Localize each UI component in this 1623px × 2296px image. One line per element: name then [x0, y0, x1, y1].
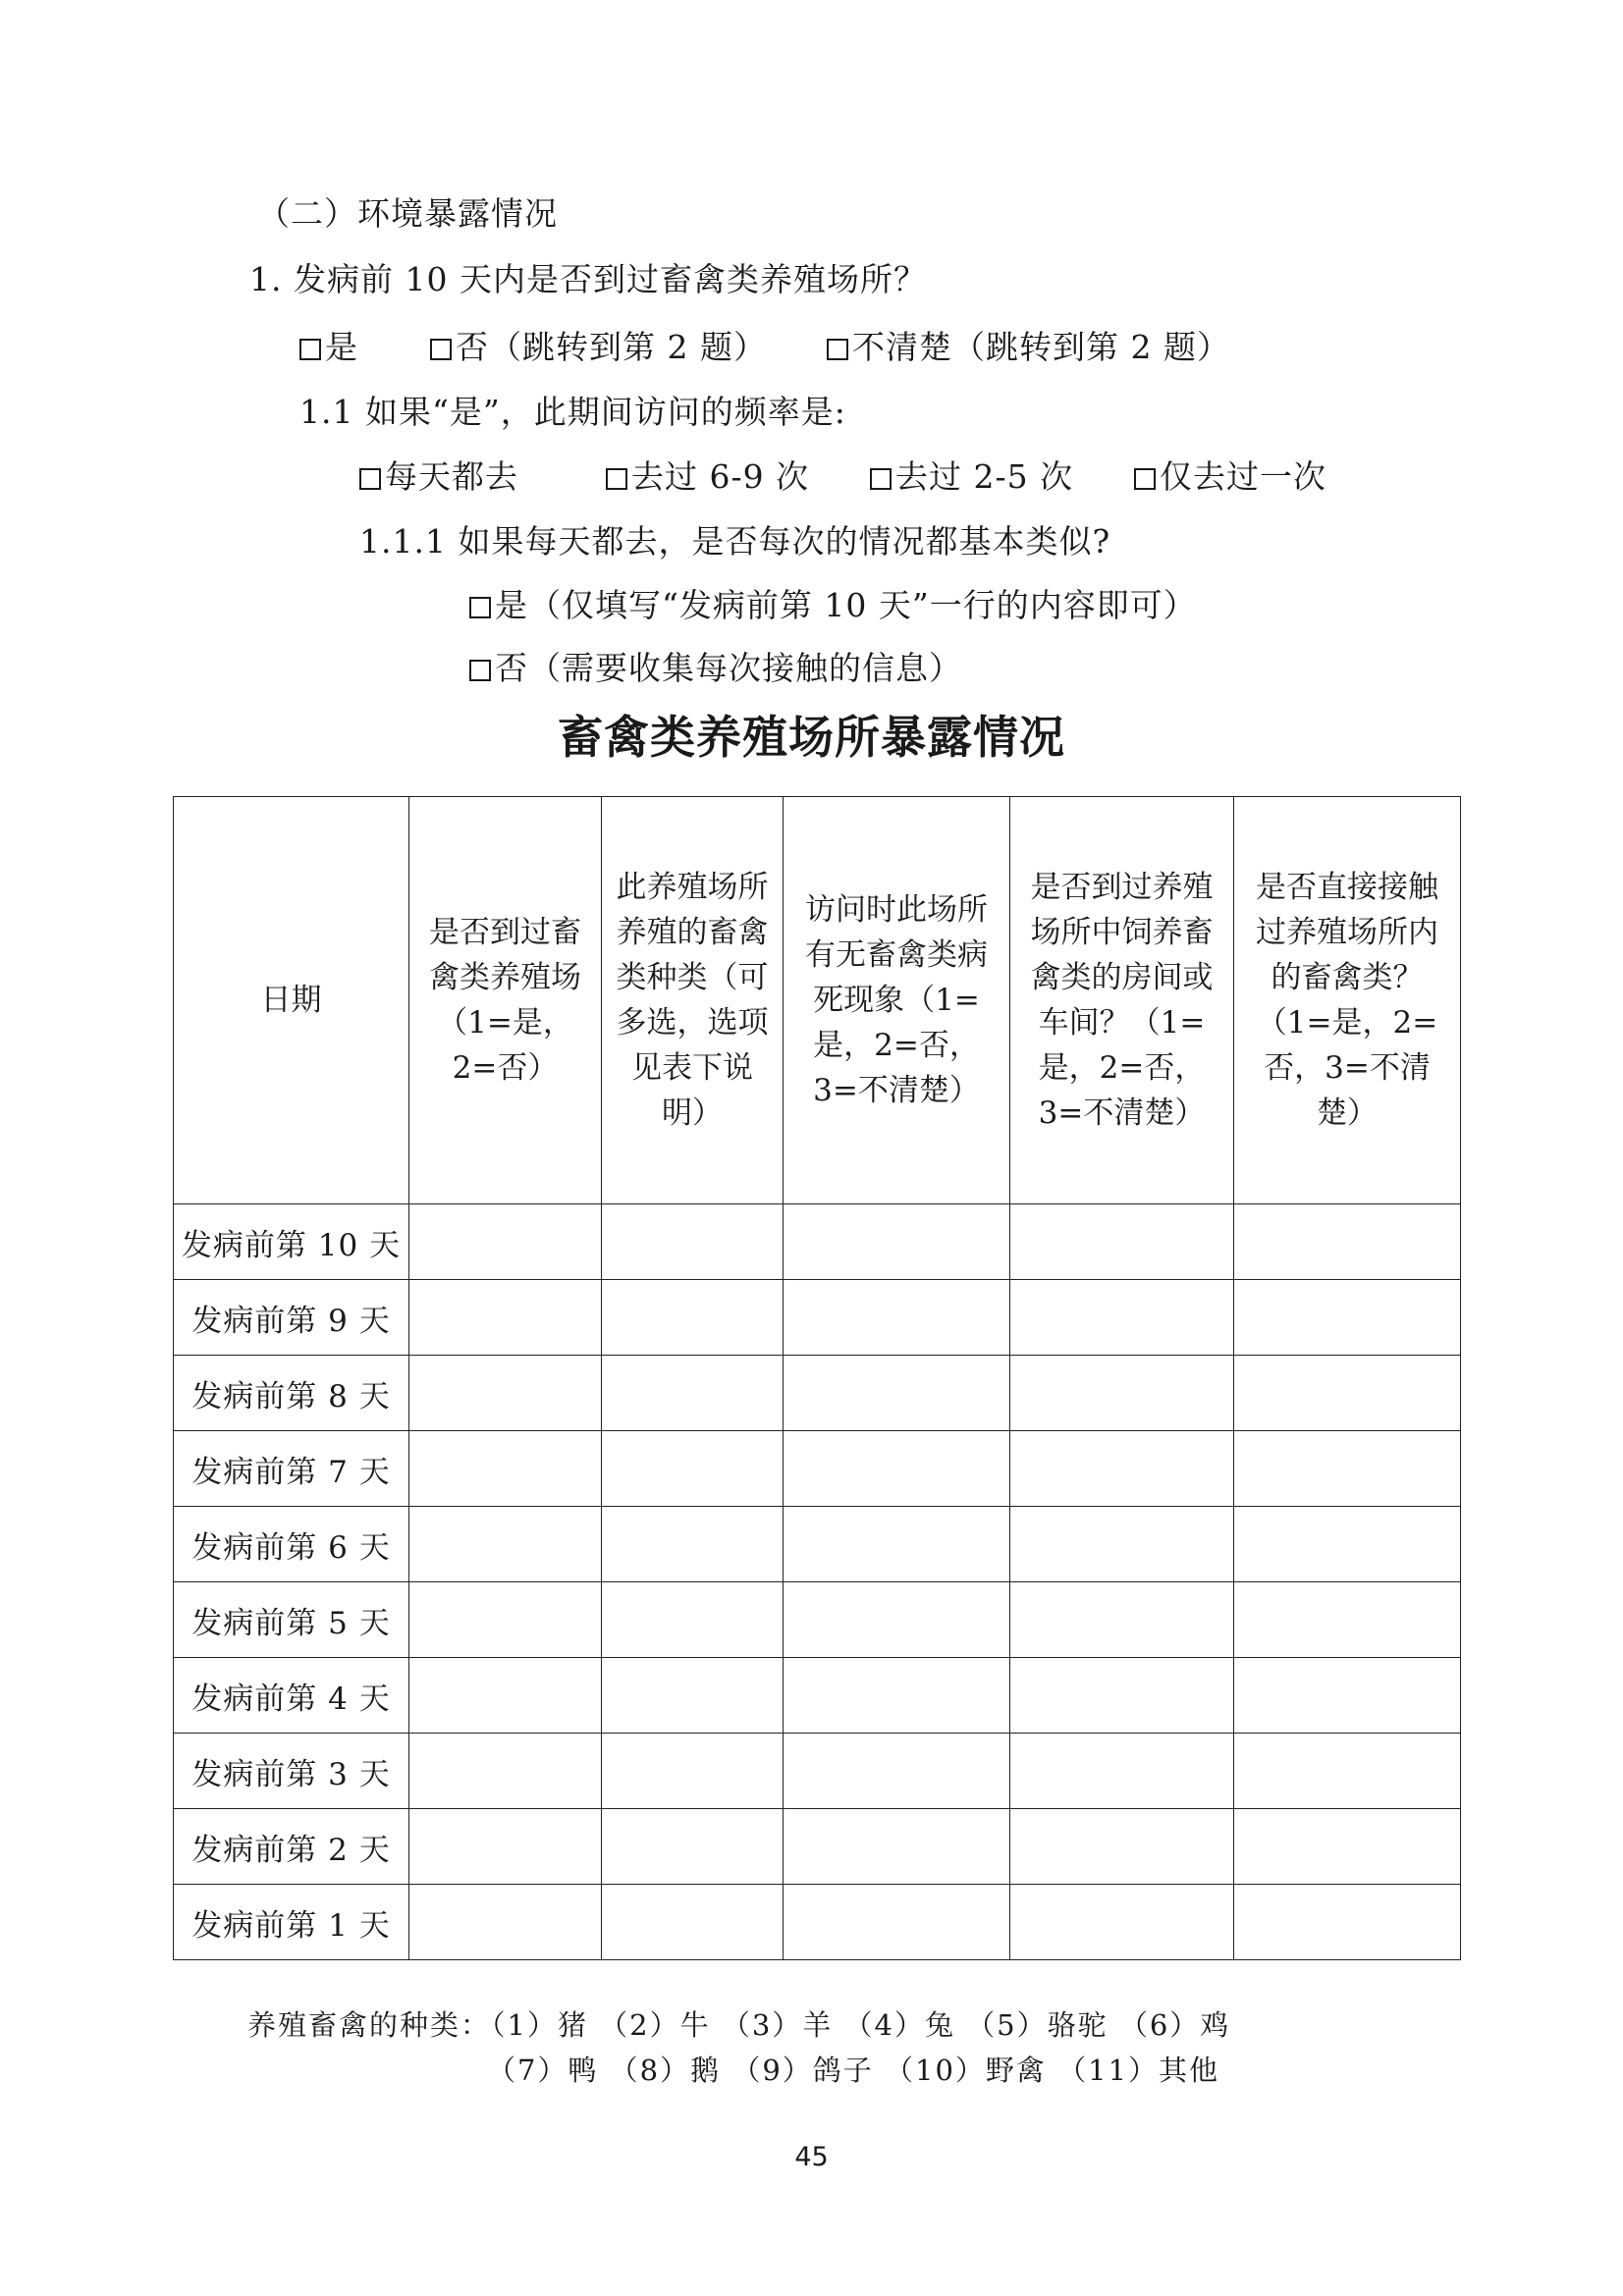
- cell-visited[interactable]: [409, 1734, 602, 1809]
- question-1-1-1: 1.1.1 如果每天都去，是否每次的情况都基本类似?: [359, 522, 1111, 561]
- checkbox-icon[interactable]: [469, 597, 491, 618]
- row-date-label: 发病前第 6 天: [174, 1507, 409, 1582]
- cell-sick-death[interactable]: [784, 1809, 1010, 1885]
- cell-room[interactable]: [1010, 1658, 1234, 1734]
- option-label: 仅去过一次: [1160, 457, 1326, 496]
- q1-option-no[interactable]: [430, 328, 767, 367]
- cell-contact[interactable]: [1234, 1582, 1461, 1658]
- row-date-label: 发病前第 3 天: [174, 1734, 409, 1809]
- cell-species[interactable]: [602, 1507, 784, 1582]
- header-contact: 是否直接接触过养殖场所内的畜禽类？（1=是，2=否，3=不清楚）: [1234, 797, 1461, 1204]
- cell-room[interactable]: [1010, 1582, 1234, 1658]
- row-date-label: 发病前第 5 天: [174, 1582, 409, 1658]
- table-row: [174, 1658, 1461, 1734]
- checkbox-icon[interactable]: [359, 468, 381, 490]
- cell-contact[interactable]: [1234, 1809, 1461, 1885]
- table-row: [174, 1582, 1461, 1658]
- row-date-label: 发病前第 10 天: [174, 1204, 409, 1280]
- option-label: 是: [325, 328, 358, 366]
- header-visited: 是否到过畜禽类养殖场（1=是，2=否）: [409, 797, 602, 1204]
- table-row: [174, 1734, 1461, 1809]
- checkbox-icon[interactable]: [870, 468, 892, 490]
- cell-sick-death[interactable]: [784, 1885, 1010, 1960]
- q11-option-2-5[interactable]: [870, 457, 1073, 497]
- checkbox-icon[interactable]: [606, 468, 627, 490]
- q11-option-daily[interactable]: [359, 457, 518, 497]
- header-sick-death: 访问时此场所有无畜禽类病死现象（1=是，2=否，3=不清楚）: [784, 797, 1010, 1204]
- checkbox-icon[interactable]: [299, 339, 321, 360]
- cell-visited[interactable]: [409, 1658, 602, 1734]
- cell-sick-death[interactable]: [784, 1356, 1010, 1431]
- table-row: [174, 1507, 1461, 1582]
- q11-option-6-9[interactable]: [606, 457, 809, 497]
- option-label: 否（需要收集每次接触的信息）: [495, 649, 962, 687]
- cell-species[interactable]: [602, 1658, 784, 1734]
- cell-species[interactable]: [602, 1582, 784, 1658]
- option-label: 是（仅填写“发病前第 10 天”一行的内容即可）: [495, 586, 1197, 624]
- table-title: 畜禽类养殖场所暴露情况: [558, 711, 1065, 764]
- cell-visited[interactable]: [409, 1885, 602, 1960]
- cell-visited[interactable]: [409, 1356, 602, 1431]
- cell-visited[interactable]: [409, 1582, 602, 1658]
- cell-species[interactable]: [602, 1734, 784, 1809]
- footnote-species-line1: 养殖畜禽的种类：（1）猪 （2）牛 （3）羊 （4）兔 （5）骆驼 （6）鸡: [247, 2008, 1231, 2042]
- question-1: 1. 发病前 10 天内是否到过畜禽类养殖场所？: [249, 260, 927, 298]
- option-label: 不清楚（跳转到第 2 题）: [852, 328, 1230, 366]
- cell-sick-death[interactable]: [784, 1280, 1010, 1356]
- table-header-row: [174, 797, 1461, 1204]
- option-label: 每天都去: [385, 457, 518, 496]
- cell-contact[interactable]: [1234, 1658, 1461, 1734]
- cell-species[interactable]: [602, 1204, 784, 1280]
- row-date-label: 发病前第 7 天: [174, 1431, 409, 1507]
- section-heading: （二）环境暴露情况: [257, 194, 558, 233]
- q111-option-yes[interactable]: [469, 586, 1197, 625]
- option-label: 去过 6-9 次: [631, 457, 810, 496]
- cell-visited[interactable]: [409, 1809, 602, 1885]
- cell-contact[interactable]: [1234, 1204, 1461, 1280]
- cell-room[interactable]: [1010, 1280, 1234, 1356]
- cell-visited[interactable]: [409, 1280, 602, 1356]
- row-date-label: 发病前第 1 天: [174, 1885, 409, 1960]
- row-date-label: 发病前第 8 天: [174, 1356, 409, 1431]
- q111-option-no[interactable]: [469, 649, 962, 688]
- cell-sick-death[interactable]: [784, 1507, 1010, 1582]
- row-date-label: 发病前第 2 天: [174, 1809, 409, 1885]
- footnote-species-line2: （7）鸭 （8）鹅 （9）鸽子 （10）野禽 （11）其他: [487, 2054, 1220, 2087]
- checkbox-icon[interactable]: [1134, 468, 1156, 490]
- cell-contact[interactable]: [1234, 1356, 1461, 1431]
- table-row: [174, 1280, 1461, 1356]
- table-row: [174, 1809, 1461, 1885]
- cell-room[interactable]: [1010, 1507, 1234, 1582]
- cell-visited[interactable]: [409, 1204, 602, 1280]
- cell-species[interactable]: [602, 1356, 784, 1431]
- table-row: [174, 1204, 1461, 1280]
- cell-sick-death[interactable]: [784, 1734, 1010, 1809]
- cell-room[interactable]: [1010, 1885, 1234, 1960]
- cell-contact[interactable]: [1234, 1885, 1461, 1960]
- checkbox-icon[interactable]: [469, 660, 491, 681]
- cell-room[interactable]: [1010, 1431, 1234, 1507]
- cell-room[interactable]: [1010, 1204, 1234, 1280]
- cell-sick-death[interactable]: [784, 1582, 1010, 1658]
- cell-species[interactable]: [602, 1809, 784, 1885]
- option-label: 否（跳转到第 2 题）: [456, 328, 767, 366]
- table-row: [174, 1356, 1461, 1431]
- header-species: 此养殖场所养殖的畜禽类种类（可多选，选项见表下说明）: [602, 797, 784, 1204]
- cell-sick-death[interactable]: [784, 1204, 1010, 1280]
- cell-room[interactable]: [1010, 1734, 1234, 1809]
- cell-species[interactable]: [602, 1280, 784, 1356]
- cell-visited[interactable]: [409, 1431, 602, 1507]
- q1-option-yes[interactable]: [299, 328, 358, 367]
- cell-sick-death[interactable]: [784, 1431, 1010, 1507]
- cell-contact[interactable]: [1234, 1507, 1461, 1582]
- cell-contact[interactable]: [1234, 1280, 1461, 1356]
- question-1-1: 1.1 如果“是”，此期间访问的频率是:: [299, 393, 846, 431]
- row-date-label: 发病前第 4 天: [174, 1658, 409, 1734]
- table-row: [174, 1885, 1461, 1960]
- cell-sick-death[interactable]: [784, 1658, 1010, 1734]
- checkbox-icon[interactable]: [430, 339, 452, 360]
- cell-visited[interactable]: [409, 1507, 602, 1582]
- cell-contact[interactable]: [1234, 1734, 1461, 1809]
- page-number: 45: [794, 2142, 829, 2172]
- cell-room[interactable]: [1010, 1809, 1234, 1885]
- row-date-label: 发病前第 9 天: [174, 1280, 409, 1356]
- table-row: [174, 1431, 1461, 1507]
- exposure-table: [173, 796, 1461, 1960]
- q1-option-unsure[interactable]: [827, 328, 1230, 367]
- cell-species[interactable]: [602, 1885, 784, 1960]
- q11-option-once[interactable]: [1134, 457, 1326, 497]
- header-room: 是否到过养殖场所中饲养畜禽类的房间或车间？（1=是，2=否，3=不清楚）: [1010, 797, 1234, 1204]
- cell-contact[interactable]: [1234, 1431, 1461, 1507]
- checkbox-icon[interactable]: [827, 339, 848, 360]
- header-date: 日期: [174, 797, 409, 1204]
- cell-species[interactable]: [602, 1431, 784, 1507]
- cell-room[interactable]: [1010, 1356, 1234, 1431]
- option-label: 去过 2-5 次: [895, 457, 1074, 496]
